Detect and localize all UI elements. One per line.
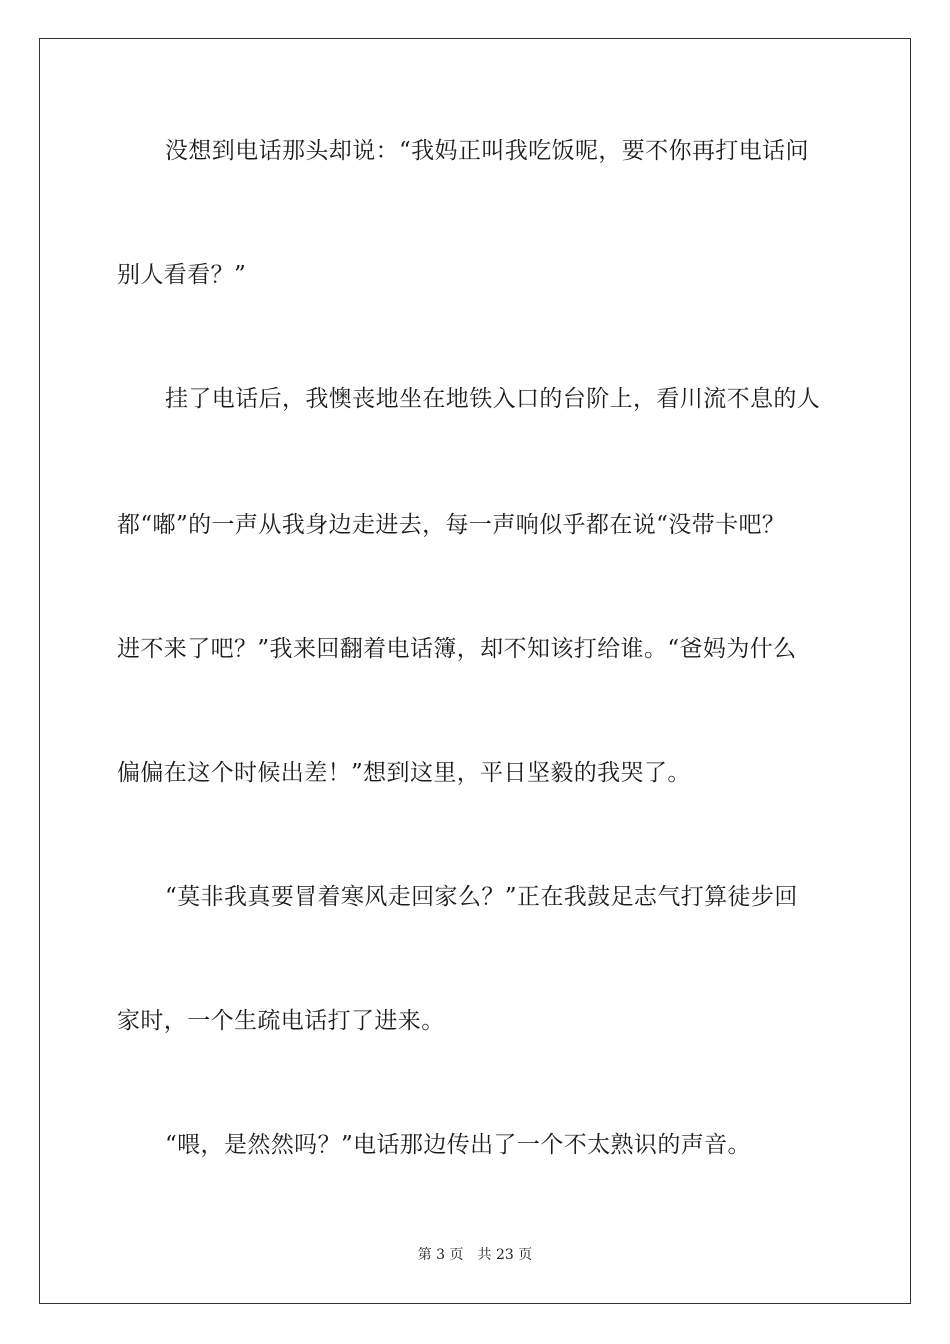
paragraph-2-line-2: 都“嘟”的一声从我身边走进去，每一声响似乎都在说“没带卡吧？ [117, 512, 786, 538]
paragraph-1-line-1: 没想到电话那头却说：“我妈正叫我吃饭呢，要不你再打电话问 [165, 138, 809, 164]
paragraph-1-line-2: 别人看看？” [117, 262, 247, 288]
paragraph-2-line-3: 进不来了吧？”我来回翻着电话簿，却不知该打给谁。“爸妈为什么 [117, 636, 797, 662]
paragraph-3-line-1: “莫非我真要冒着寒风走回家么？”正在我鼓足志气打算徒步回 [165, 884, 798, 910]
page-border [39, 38, 911, 1304]
paragraph-4-line-1: “喂，是然然吗？”电话那边传出了一个不太熟识的声音。 [165, 1132, 751, 1158]
paragraph-2-line-4: 偏偏在这个时候出差！”想到这里，平日坚毅的我哭了。 [117, 760, 691, 786]
page-total: 共 23 页 [477, 1247, 533, 1263]
paragraph-2-line-1: 挂了电话后，我懊丧地坐在地铁入口的台阶上，看川流不息的人 [165, 386, 821, 412]
paragraph-3-line-2: 家时，一个生疏电话打了进来。 [117, 1008, 445, 1034]
page-number: 第 3 页 [417, 1247, 464, 1263]
page-footer [0, 1246, 950, 1264]
